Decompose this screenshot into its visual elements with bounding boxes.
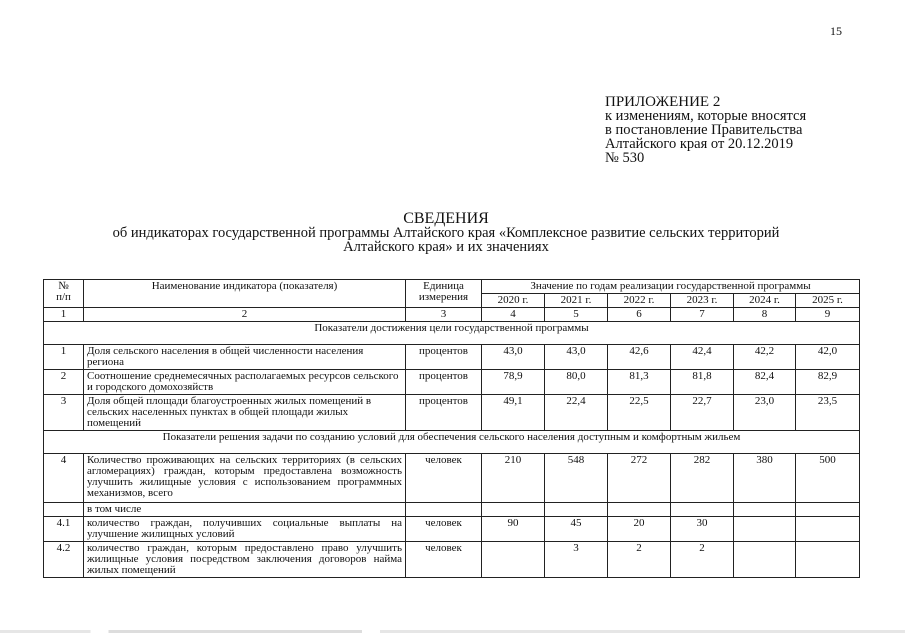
row-name: количество граждан, получивших социальные выплаты на улучшение жилищных условий — [84, 517, 406, 542]
empty-cell — [671, 503, 734, 517]
row-num: 4.1 — [44, 517, 84, 542]
row-unit: процентов — [406, 395, 482, 431]
row-value: 80,0 — [545, 370, 608, 395]
row-name: количество граждан, которым предоставлено право улучшить жилищные условия посредством заключения договоров найма жилых помещений — [84, 542, 406, 578]
including-label: в том числе — [84, 503, 406, 517]
row-unit: процентов — [406, 345, 482, 370]
row-value: 282 — [671, 454, 734, 503]
empty-cell — [44, 503, 84, 517]
empty-cell — [608, 503, 671, 517]
index-cell: 8 — [734, 308, 796, 322]
row-value — [482, 542, 545, 578]
row-value: 23,5 — [796, 395, 860, 431]
indicators-table — [43, 279, 860, 578]
row-value: 78,9 — [482, 370, 545, 395]
row-num: 3 — [44, 395, 84, 431]
empty-cell — [406, 503, 482, 517]
appendix-line: Алтайского края от 20.12.2019 — [605, 136, 794, 152]
row-value: 30 — [671, 517, 734, 542]
heading-line: об индикаторах государственной программы Алтайского края «Комплексное развитие сельских территорий — [112, 225, 780, 241]
header-name: Наименование индикатора (показателя) — [84, 280, 406, 308]
row-value: 500 — [796, 454, 860, 503]
index-cell: 9 — [796, 308, 860, 322]
row-name: Доля общей площади благоустроенных жилых помещений в сельских населенных пунктах в общей площади жилых помещений — [84, 395, 406, 431]
section-heading: Показатели достижения цели государственной программы — [44, 322, 860, 345]
header-year: 2020 г. — [482, 294, 545, 308]
scan-artifact — [0, 630, 905, 633]
row-num: 4.2 — [44, 542, 84, 578]
row-value: 42,2 — [734, 345, 796, 370]
row-value: 81,8 — [671, 370, 734, 395]
appendix-block — [605, 95, 806, 165]
header-year: 2022 г. — [608, 294, 671, 308]
header-year: 2023 г. — [671, 294, 734, 308]
row-value — [734, 542, 796, 578]
row-value: 82,9 — [796, 370, 860, 395]
row-value: 43,0 — [482, 345, 545, 370]
index-cell: 5 — [545, 308, 608, 322]
row-value — [796, 517, 860, 542]
row-unit: процентов — [406, 370, 482, 395]
appendix-line: в постановление Правительства — [605, 122, 803, 138]
row-value: 2 — [608, 542, 671, 578]
row-value: 82,4 — [734, 370, 796, 395]
index-cell: 7 — [671, 308, 734, 322]
empty-cell — [734, 503, 796, 517]
row-value: 22,7 — [671, 395, 734, 431]
appendix-title: ПРИЛОЖЕНИЕ 2 — [605, 94, 721, 110]
heading-line: Алтайского края» и их значениях — [343, 239, 549, 255]
row-value: 42,0 — [796, 345, 860, 370]
index-cell: 1 — [44, 308, 84, 322]
row-value: 272 — [608, 454, 671, 503]
appendix-line: к изменениям, которые вносятся — [605, 108, 807, 124]
header-year: 2025 г. — [796, 294, 860, 308]
row-num: 1 — [44, 345, 84, 370]
row-value — [734, 517, 796, 542]
header-values-group: Значение по годам реализации государственной программы — [482, 280, 860, 294]
row-value: 42,4 — [671, 345, 734, 370]
section-heading: Показатели решения задачи по созданию условий для обеспечения сельского населения доступным и комфортным жильем — [44, 431, 860, 454]
row-value: 90 — [482, 517, 545, 542]
row-value: 45 — [545, 517, 608, 542]
row-num: 2 — [44, 370, 84, 395]
empty-cell — [796, 503, 860, 517]
row-value: 22,5 — [608, 395, 671, 431]
row-unit: человек — [406, 542, 482, 578]
row-value: 22,4 — [545, 395, 608, 431]
row-name: Количество проживающих на сельских территориях (в сельских агломерациях) граждан, которым предоставлена возможность улучшить жилищные условия с использованием программных механизмов, всего — [84, 454, 406, 503]
row-value: 42,6 — [608, 345, 671, 370]
row-value: 2 — [671, 542, 734, 578]
row-value: 49,1 — [482, 395, 545, 431]
header-unit: Единица измерения — [406, 280, 482, 308]
header-year: 2021 г. — [545, 294, 608, 308]
row-unit: человек — [406, 454, 482, 503]
index-cell: 3 — [406, 308, 482, 322]
header-year: 2024 г. — [734, 294, 796, 308]
row-value: 81,3 — [608, 370, 671, 395]
row-value: 20 — [608, 517, 671, 542]
row-value: 548 — [545, 454, 608, 503]
row-value: 23,0 — [734, 395, 796, 431]
document-heading — [40, 212, 852, 254]
row-value: 380 — [734, 454, 796, 503]
row-unit: человек — [406, 517, 482, 542]
row-name: Соотношение среднемесячных располагаемых ресурсов сельского и городского домохозяйств — [84, 370, 406, 395]
empty-cell — [482, 503, 545, 517]
index-cell: 4 — [482, 308, 545, 322]
row-value: 43,0 — [545, 345, 608, 370]
header-num: № п/п — [44, 280, 84, 308]
appendix-line: № 530 — [605, 150, 645, 166]
page-number: 15 — [830, 24, 842, 38]
row-value — [796, 542, 860, 578]
row-num: 4 — [44, 454, 84, 503]
index-cell: 2 — [84, 308, 406, 322]
row-value: 3 — [545, 542, 608, 578]
row-value: 210 — [482, 454, 545, 503]
row-name: Доля сельского населения в общей численности населения региона — [84, 345, 406, 370]
empty-cell — [545, 503, 608, 517]
heading-title: СВЕДЕНИЯ — [403, 210, 489, 227]
index-cell: 6 — [608, 308, 671, 322]
